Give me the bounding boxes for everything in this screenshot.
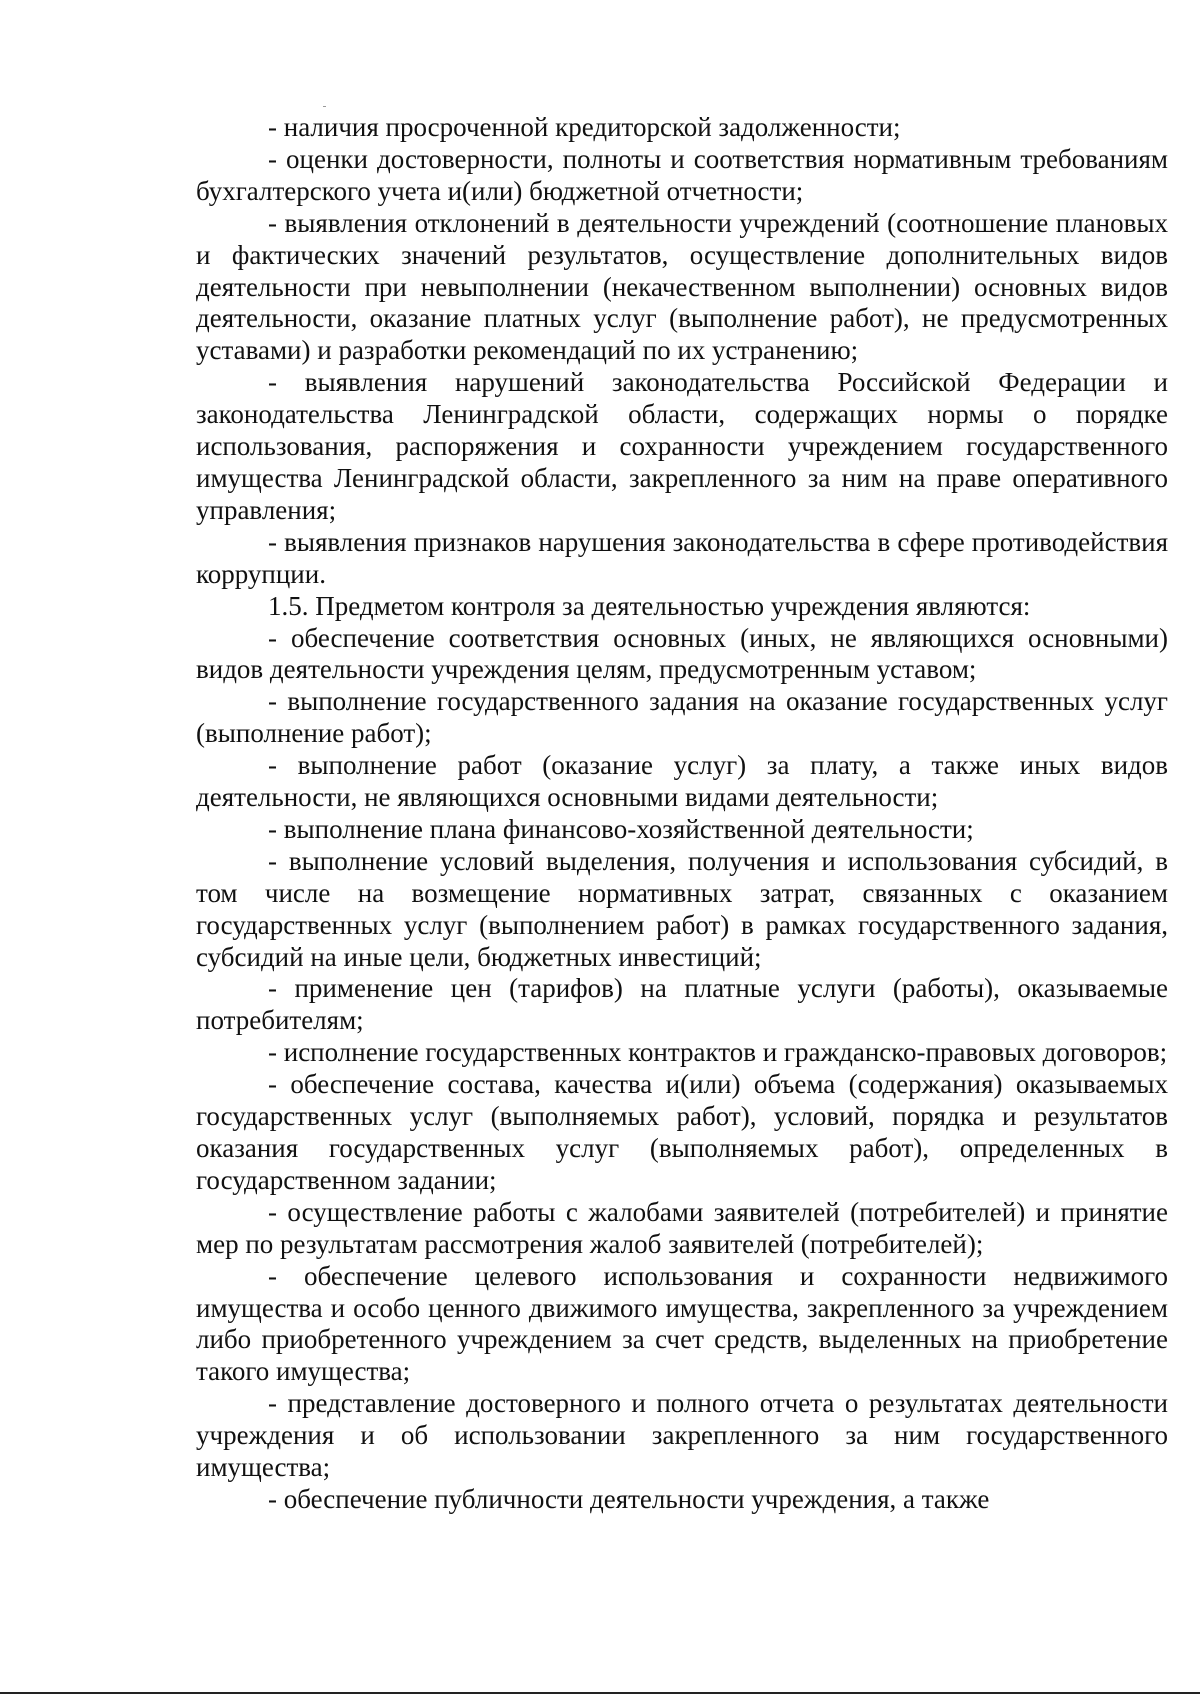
paragraph: - обеспечение публичности деятельности учреждения, а также [268,1483,990,1514]
paragraph: - осуществление работы с жалобами заявителей (потребителей) и принятие мер по результатам рассмотрения жалоб заявителей (потребителей); [196,1196,1168,1259]
paragraph: - выполнение плана финансово-хозяйственной деятельности; [268,813,974,844]
paragraph: - выполнение государственного задания на оказание государственных услуг (выполнение работ); [196,686,1168,749]
paragraph: - оценки достоверности, полноты и соответствия нормативным требованиям бухгалтерского учета и(или) бюджетной отчетности; [196,143,1168,206]
paragraph: - выполнение работ (оказание услуг) за плату, а также иных видов деятельности, не являющихся основными видами деятельности; [196,750,1168,813]
paragraph: - выполнение условий выделения, получения и использования субсидий, в том числе на возмещение нормативных затрат, связанных с оказанием государственных услуг (выполнением работ) в рамках государственного задания, субсидий на иные цели, бюджетных инвестиций; [196,845,1168,972]
paragraph: - исполнение государственных контрактов и гражданско-правовых договоров; [268,1037,1168,1068]
scan-artifact [323,106,326,107]
paragraph: - применение цен (тарифов) на платные услуги (работы), оказываемые потребителям; [196,973,1168,1036]
paragraph: - наличия просроченной кредиторской задолженности; [268,112,901,142]
paragraph: - обеспечение состава, качества и(или) объема (содержания) оказываемых государственных услуг (выполняемых работ), условий, порядка и результатов оказания государственных услуг (выполняемых работ), определенных в государственном задании; [196,1069,1168,1195]
bottom-rule [0,1692,1200,1694]
paragraph: - выявления признаков нарушения законодательства в сфере противодействия коррупции. [196,526,1168,589]
paragraph: - обеспечение соответствия основных (иных, не являющихся основными) видов деятельности учреждения целям, предусмотренным уставом; [196,622,1168,685]
paragraph: - выявления нарушений законодательства Российской Федерации и законодательства Ленинградской области, содержащих нормы о порядке использования, распоряжения и сохранности учреждением государственного имущества Ленинградской области, закрепленного за ним на праве оперативного управления; [196,367,1168,525]
document-body [196,112,1168,1516]
section-heading: 1.5. Предметом контроля за деятельностью учреждения являются: [268,590,1031,621]
paragraph: - выявления отклонений в деятельности учреждений (соотношение плановых и фактических значений результатов, осуществление дополнительных видов деятельности при невыполнении (некачественном выполнении) основных видов деятельности, оказание платных услуг (выполнение работ), не предусмотренных уставами) и разработки рекомендаций по их устранению; [196,207,1168,366]
paragraph: - обеспечение целевого использования и сохранности недвижимого имущества и особо ценного движимого имущества, закрепленного за учреждением либо приобретенного учреждением за счет средств, выделенных на приобретение такого имущества; [196,1260,1168,1387]
paragraph: - представление достоверного и полного отчета о результатах деятельности учреждения и об использовании закрепленного за ним государственного имущества; [196,1388,1168,1483]
